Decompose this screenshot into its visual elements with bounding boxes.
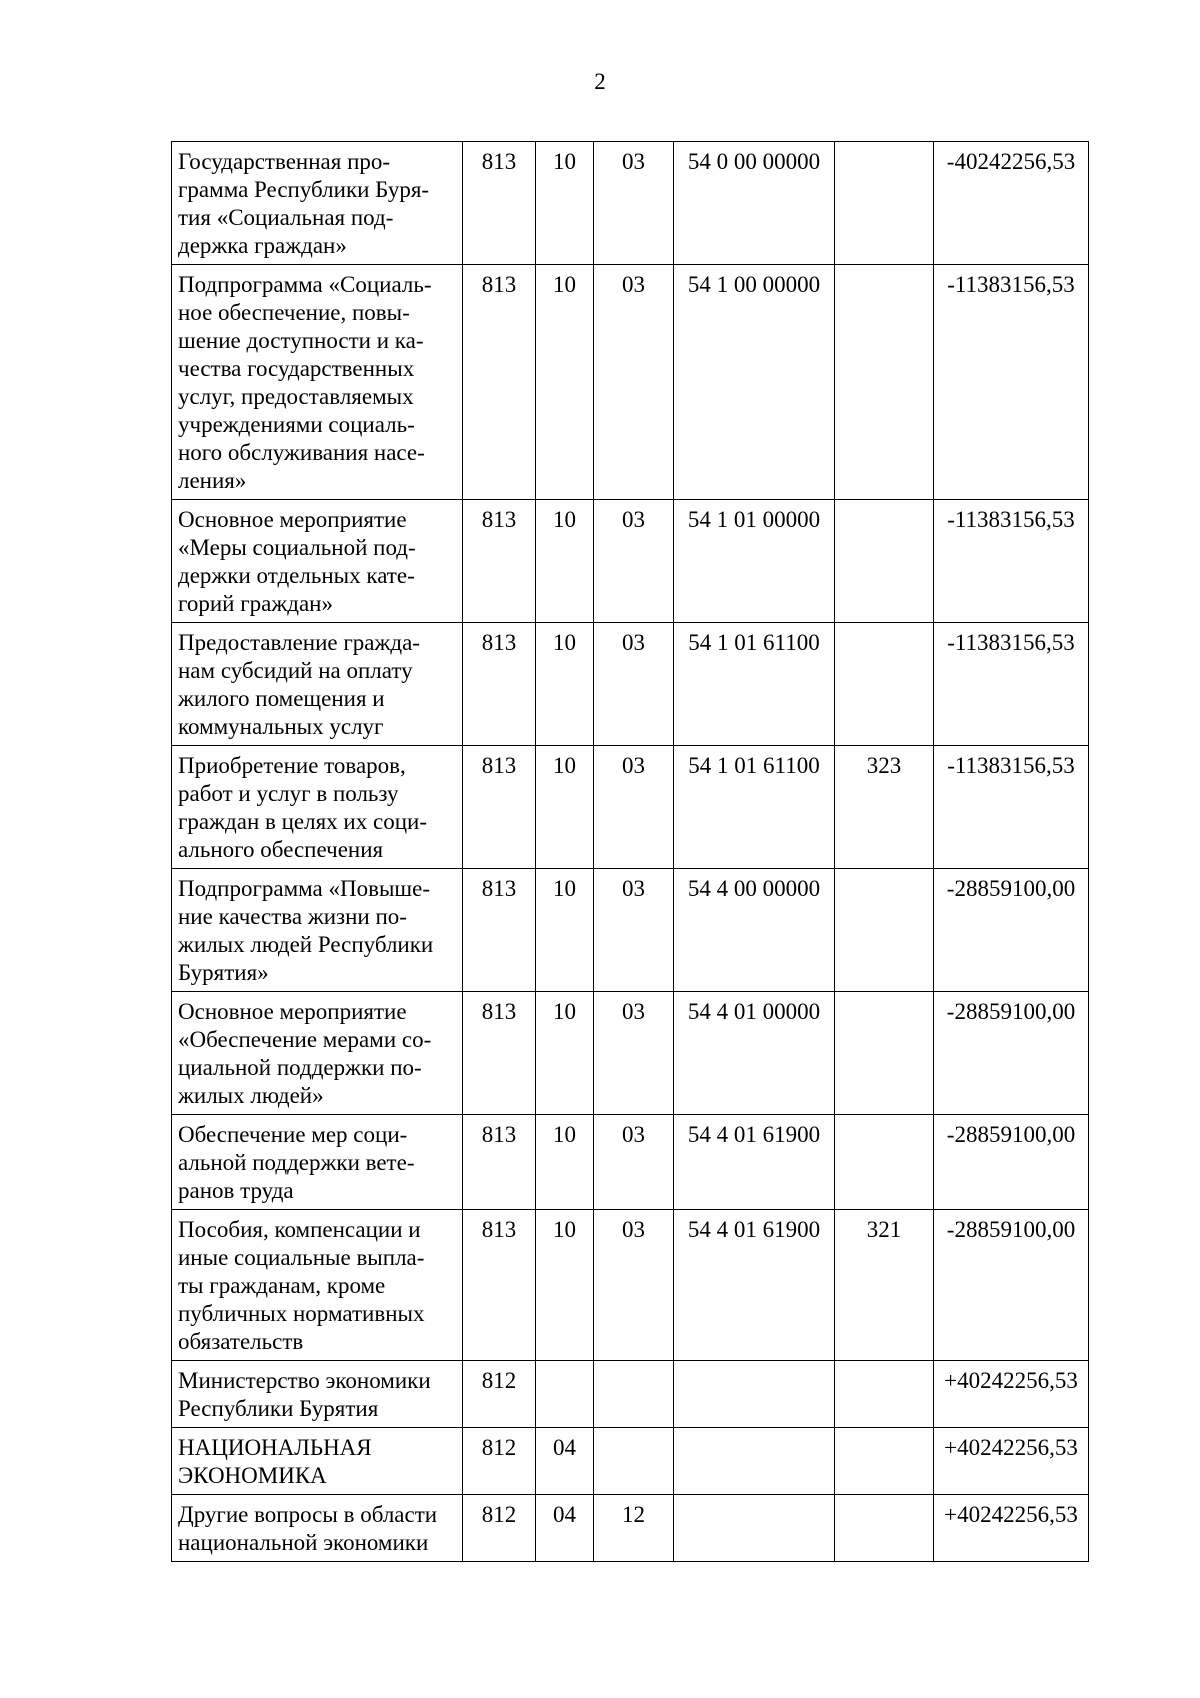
ministry-code-cell: 812: [463, 1495, 536, 1562]
table-row: [172, 869, 1089, 992]
item-name-cell: [172, 1495, 463, 1562]
target-article-code-cell: 54 0 00 00000: [674, 142, 835, 265]
subsection-code-cell: 03: [594, 746, 674, 869]
item-name-line: жилых людей Республики: [178, 932, 434, 957]
amount-cell: -11383156,53: [934, 623, 1089, 746]
subsection-code-cell: 03: [594, 265, 674, 500]
item-name-cell: [172, 265, 463, 500]
section-code-cell: 10: [536, 623, 594, 746]
item-name-cell: [172, 1428, 463, 1495]
table-row: [172, 1495, 1089, 1562]
target-article-code-cell: [674, 1361, 835, 1428]
item-name-line: циальной поддержки по-: [178, 1055, 422, 1080]
item-name-line: жилых людей»: [178, 1083, 324, 1108]
ministry-code-cell: 813: [463, 623, 536, 746]
item-name-line: ления»: [178, 468, 247, 493]
table-row: [172, 1115, 1089, 1210]
section-code-cell: 10: [536, 500, 594, 623]
table-row: [172, 142, 1089, 265]
expense-type-code-cell: 323: [835, 746, 934, 869]
target-article-code-cell: 54 4 01 61900: [674, 1210, 835, 1361]
amount-cell: -28859100,00: [934, 1210, 1089, 1361]
item-name-line: Подпрограмма «Социаль-: [178, 272, 432, 297]
item-name-line: НАЦИОНАЛЬНАЯ: [178, 1435, 372, 1460]
item-name-line: ного обслуживания насе-: [178, 440, 425, 465]
target-article-code-cell: [674, 1495, 835, 1562]
item-name-line: ние качества жизни по-: [178, 904, 407, 929]
section-code-cell: 10: [536, 869, 594, 992]
item-name-line: горий граждан»: [178, 591, 333, 616]
expense-type-code-cell: [835, 1428, 934, 1495]
item-name-line: Основное мероприятие: [178, 999, 407, 1024]
item-name-line: работ и услуг в пользу: [178, 781, 399, 806]
table-row: [172, 1210, 1089, 1361]
item-name-line: Приобретение товаров,: [178, 753, 406, 778]
item-name-line: «Обеспечение мерами со-: [178, 1027, 432, 1052]
ministry-code-cell: 812: [463, 1428, 536, 1495]
budget-table-body: [172, 142, 1089, 1562]
amount-cell: -11383156,53: [934, 265, 1089, 500]
item-name-line: Пособия, компенсации и: [178, 1217, 421, 1242]
item-name-line: иные социальные выпла-: [178, 1245, 425, 1270]
subsection-code-cell: 03: [594, 1210, 674, 1361]
section-code-cell: 10: [536, 1210, 594, 1361]
subsection-code-cell: 03: [594, 500, 674, 623]
amount-cell: +40242256,53: [934, 1361, 1089, 1428]
ministry-code-cell: 813: [463, 500, 536, 623]
expense-type-code-cell: [835, 265, 934, 500]
item-name-line: Бурятия»: [178, 960, 269, 985]
subsection-code-cell: 03: [594, 623, 674, 746]
target-article-code-cell: 54 1 01 61100: [674, 623, 835, 746]
item-name-line: жилого помещения и: [178, 686, 385, 711]
item-name-cell: [172, 500, 463, 623]
item-name-line: шение доступности и ка-: [178, 328, 424, 353]
item-name-cell: [172, 142, 463, 265]
target-article-code-cell: 54 1 00 00000: [674, 265, 835, 500]
budget-table: [171, 141, 1089, 1562]
amount-cell: -11383156,53: [934, 500, 1089, 623]
section-code-cell: 04: [536, 1428, 594, 1495]
amount-cell: -28859100,00: [934, 869, 1089, 992]
section-code-cell: 10: [536, 746, 594, 869]
subsection-code-cell: 03: [594, 1115, 674, 1210]
item-name-line: учреждениями социаль-: [178, 412, 415, 437]
item-name-line: держка граждан»: [178, 233, 347, 258]
ministry-code-cell: 813: [463, 265, 536, 500]
item-name-line: ЭКОНОМИКА: [178, 1463, 327, 1488]
item-name-line: чества государственных: [178, 356, 415, 381]
subsection-code-cell: 03: [594, 142, 674, 265]
table-row: [172, 500, 1089, 623]
table-row: [172, 1428, 1089, 1495]
expense-type-code-cell: [835, 1361, 934, 1428]
item-name-line: обязательств: [178, 1329, 304, 1354]
item-name-line: Государственная про-: [178, 149, 391, 174]
item-name-line: нам субсидий на оплату: [178, 658, 413, 683]
item-name-line: Подпрограмма «Повыше-: [178, 876, 431, 901]
table-row: [172, 623, 1089, 746]
item-name-line: ального обеспечения: [178, 837, 384, 862]
amount-cell: +40242256,53: [934, 1428, 1089, 1495]
ministry-code-cell: 813: [463, 142, 536, 265]
item-name-line: альной поддержки вете-: [178, 1150, 415, 1175]
item-name-line: коммунальных услуг: [178, 714, 384, 739]
item-name-cell: [172, 1115, 463, 1210]
table-row: [172, 992, 1089, 1115]
amount-cell: -28859100,00: [934, 1115, 1089, 1210]
amount-cell: -40242256,53: [934, 142, 1089, 265]
item-name-line: «Меры социальной под-: [178, 535, 416, 560]
ministry-code-cell: 813: [463, 1115, 536, 1210]
item-name-cell: [172, 623, 463, 746]
ministry-code-cell: 813: [463, 869, 536, 992]
item-name-line: ное обеспечение, повы-: [178, 300, 410, 325]
item-name-line: Другие вопросы в области: [178, 1502, 438, 1527]
item-name-cell: [172, 869, 463, 992]
table-row: [172, 1361, 1089, 1428]
amount-cell: -28859100,00: [934, 992, 1089, 1115]
section-code-cell: [536, 1361, 594, 1428]
amount-cell: -11383156,53: [934, 746, 1089, 869]
item-name-line: грамма Республики Буря-: [178, 177, 430, 202]
item-name-line: национальной экономики: [178, 1530, 429, 1555]
item-name-line: держки отдельных кате-: [178, 563, 415, 588]
target-article-code-cell: 54 4 00 00000: [674, 869, 835, 992]
item-name-line: ты гражданам, кроме: [178, 1273, 386, 1298]
subsection-code-cell: 12: [594, 1495, 674, 1562]
expense-type-code-cell: [835, 992, 934, 1115]
subsection-code-cell: 03: [594, 869, 674, 992]
target-article-code-cell: 54 1 01 00000: [674, 500, 835, 623]
expense-type-code-cell: [835, 1115, 934, 1210]
item-name-cell: [172, 992, 463, 1115]
section-code-cell: 04: [536, 1495, 594, 1562]
expense-type-code-cell: [835, 623, 934, 746]
table-row: [172, 265, 1089, 500]
target-article-code-cell: 54 4 01 61900: [674, 1115, 835, 1210]
subsection-code-cell: [594, 1361, 674, 1428]
expense-type-code-cell: [835, 500, 934, 623]
item-name-cell: [172, 1361, 463, 1428]
item-name-line: ранов труда: [178, 1178, 294, 1203]
expense-type-code-cell: [835, 142, 934, 265]
ministry-code-cell: 813: [463, 746, 536, 869]
subsection-code-cell: [594, 1428, 674, 1495]
ministry-code-cell: 813: [463, 992, 536, 1115]
item-name-line: тия «Социальная под-: [178, 205, 394, 230]
item-name-cell: [172, 746, 463, 869]
section-code-cell: 10: [536, 142, 594, 265]
expense-type-code-cell: [835, 869, 934, 992]
target-article-code-cell: 54 4 01 00000: [674, 992, 835, 1115]
expense-type-code-cell: [835, 1495, 934, 1562]
item-name-line: Предоставление гражда-: [178, 630, 420, 655]
item-name-cell: [172, 1210, 463, 1361]
item-name-line: Министерство экономики: [178, 1368, 431, 1393]
section-code-cell: 10: [536, 1115, 594, 1210]
item-name-line: услуг, предоставляемых: [178, 384, 414, 409]
ministry-code-cell: 813: [463, 1210, 536, 1361]
item-name-line: Республики Бурятия: [178, 1396, 379, 1421]
target-article-code-cell: 54 1 01 61100: [674, 746, 835, 869]
section-code-cell: 10: [536, 265, 594, 500]
amount-cell: +40242256,53: [934, 1495, 1089, 1562]
table-row: [172, 746, 1089, 869]
item-name-line: Основное мероприятие: [178, 507, 407, 532]
item-name-line: Обеспечение мер соци-: [178, 1122, 408, 1147]
section-code-cell: 10: [536, 992, 594, 1115]
expense-type-code-cell: 321: [835, 1210, 934, 1361]
ministry-code-cell: 812: [463, 1361, 536, 1428]
target-article-code-cell: [674, 1428, 835, 1495]
subsection-code-cell: 03: [594, 992, 674, 1115]
page-number: 2: [594, 69, 606, 94]
item-name-line: публичных нормативных: [178, 1301, 425, 1326]
item-name-line: граждан в целях их соци-: [178, 809, 427, 834]
